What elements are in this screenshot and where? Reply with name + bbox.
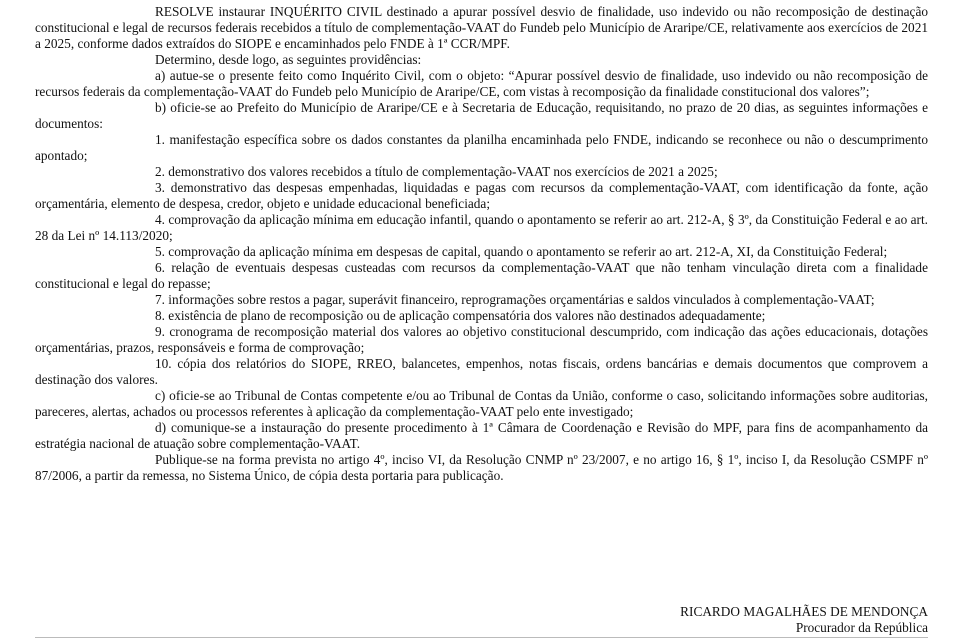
signatory-role: Procurador da República: [795, 620, 928, 635]
paragraph-determino: Determino, desde logo, as seguintes providências:: [155, 52, 422, 67]
item-d: d) comunique-se a instauração do presente procedimento à 1ª Câmara de Coordenação e Revisão do MPF, para fins de acompanhamento da estratégia nacional de atuação sobre complementação-VAAT.: [35, 420, 928, 451]
document-body: [35, 4, 928, 484]
item-b-1: 1. manifestação específica sobre os dados constantes da planilha encaminhada pelo FNDE, indicando se reconhece ou não o descumprimento apontado;: [35, 132, 928, 163]
paragraph-resolve: RESOLVE instaurar INQUÉRITO CIVIL destinado a apurar possível desvio de finalidade, uso indevido ou não recomposição de destinação constitucional e legal de recursos federais recebidos a título de complementação-VAAT do Fundeb pelo Município de Araripe/CE, relativamente aos exercícios de 2021 a 2025, conforme dados extraídos do SIOPE e encaminhados pelo FNDE à 1ª CCR/MPF.: [35, 4, 928, 51]
item-b-9: 9. cronograma de recomposição material dos valores ao objetivo constitucional descumprido, com indicação das ações educacionais, dotações orçamentárias, prazos, responsáveis e forma de comprovação;: [35, 324, 928, 355]
signature-block: [680, 604, 928, 636]
item-b-7: 7. informações sobre restos a pagar, superávit financeiro, reprogramações orçamentárias e saldos vinculados à complementação-VAAT;: [155, 292, 875, 307]
signatory-name: RICARDO MAGALHÃES DE MENDONÇA: [680, 604, 928, 619]
item-b-8: 8. existência de plano de recomposição ou de aplicação compensatória dos valores não destinados adequadamente;: [155, 308, 766, 323]
item-b: b) oficie-se ao Prefeito do Município de Araripe/CE e à Secretaria de Educação, requisitando, no prazo de 20 dias, as seguintes informações e documentos:: [35, 100, 928, 131]
item-b-5: 5. comprovação da aplicação mínima em despesas de capital, quando o apontamento se referir ao art. 212-A, XI, da Constituição Federal;: [155, 244, 888, 259]
item-b-2: 2. demonstrativo dos valores recebidos a título de complementação-VAAT nos exercícios de 2021 a 2025;: [155, 164, 718, 179]
item-b-3: 3. demonstrativo das despesas empenhadas, liquidadas e pagas com recursos da complementação-VAAT, com identificação da fonte, ação orçamentária, elemento de despesa, credor, objeto e unidade educacional beneficiada;: [35, 180, 928, 211]
paragraph-publique: Publique-se na forma prevista no artigo 4º, inciso VI, da Resolução CNMP nº 23/2007, e no artigo 16, § 1º, inciso I, da Resolução CSMPF nº 87/2006, a partir da remessa, no Sistema Único, de cópia desta portaria para publicação.: [35, 452, 928, 483]
item-b-4: 4. comprovação da aplicação mínima em educação infantil, quando o apontamento se referir ao art. 212-A, § 3º, da Constituição Federal e ao art. 28 da Lei nº 14.113/2020;: [35, 212, 928, 243]
item-c: c) oficie-se ao Tribunal de Contas competente e/ou ao Tribunal de Contas da União, conforme o caso, solicitando informações sobre auditorias, pareceres, alertas, achados ou processos referentes à aplicação da complementação-VAAT pelo ente investigado;: [35, 388, 928, 419]
item-b-10: 10. cópia dos relatórios do SIOPE, RREO, balancetes, empenhos, notas fiscais, ordens bancárias e demais documentos que comprovem a destinação dos valores.: [35, 356, 928, 387]
item-b-6: 6. relação de eventuais despesas custeadas com recursos da complementação-VAAT que não tenham vinculação direta com a finalidade constitucional e legal do repasse;: [35, 260, 928, 291]
item-a: a) autue-se o presente feito como Inquérito Civil, com o objeto: “Apurar possível desvio de finalidade, uso indevido ou não recomposição de recursos federais da complementação-VAAT do Fundeb pelo Município de Araripe/CE, com vistas à recomposição da finalidade constitucional dos valores”;: [35, 68, 928, 99]
page-bottom-rule: [35, 637, 928, 638]
